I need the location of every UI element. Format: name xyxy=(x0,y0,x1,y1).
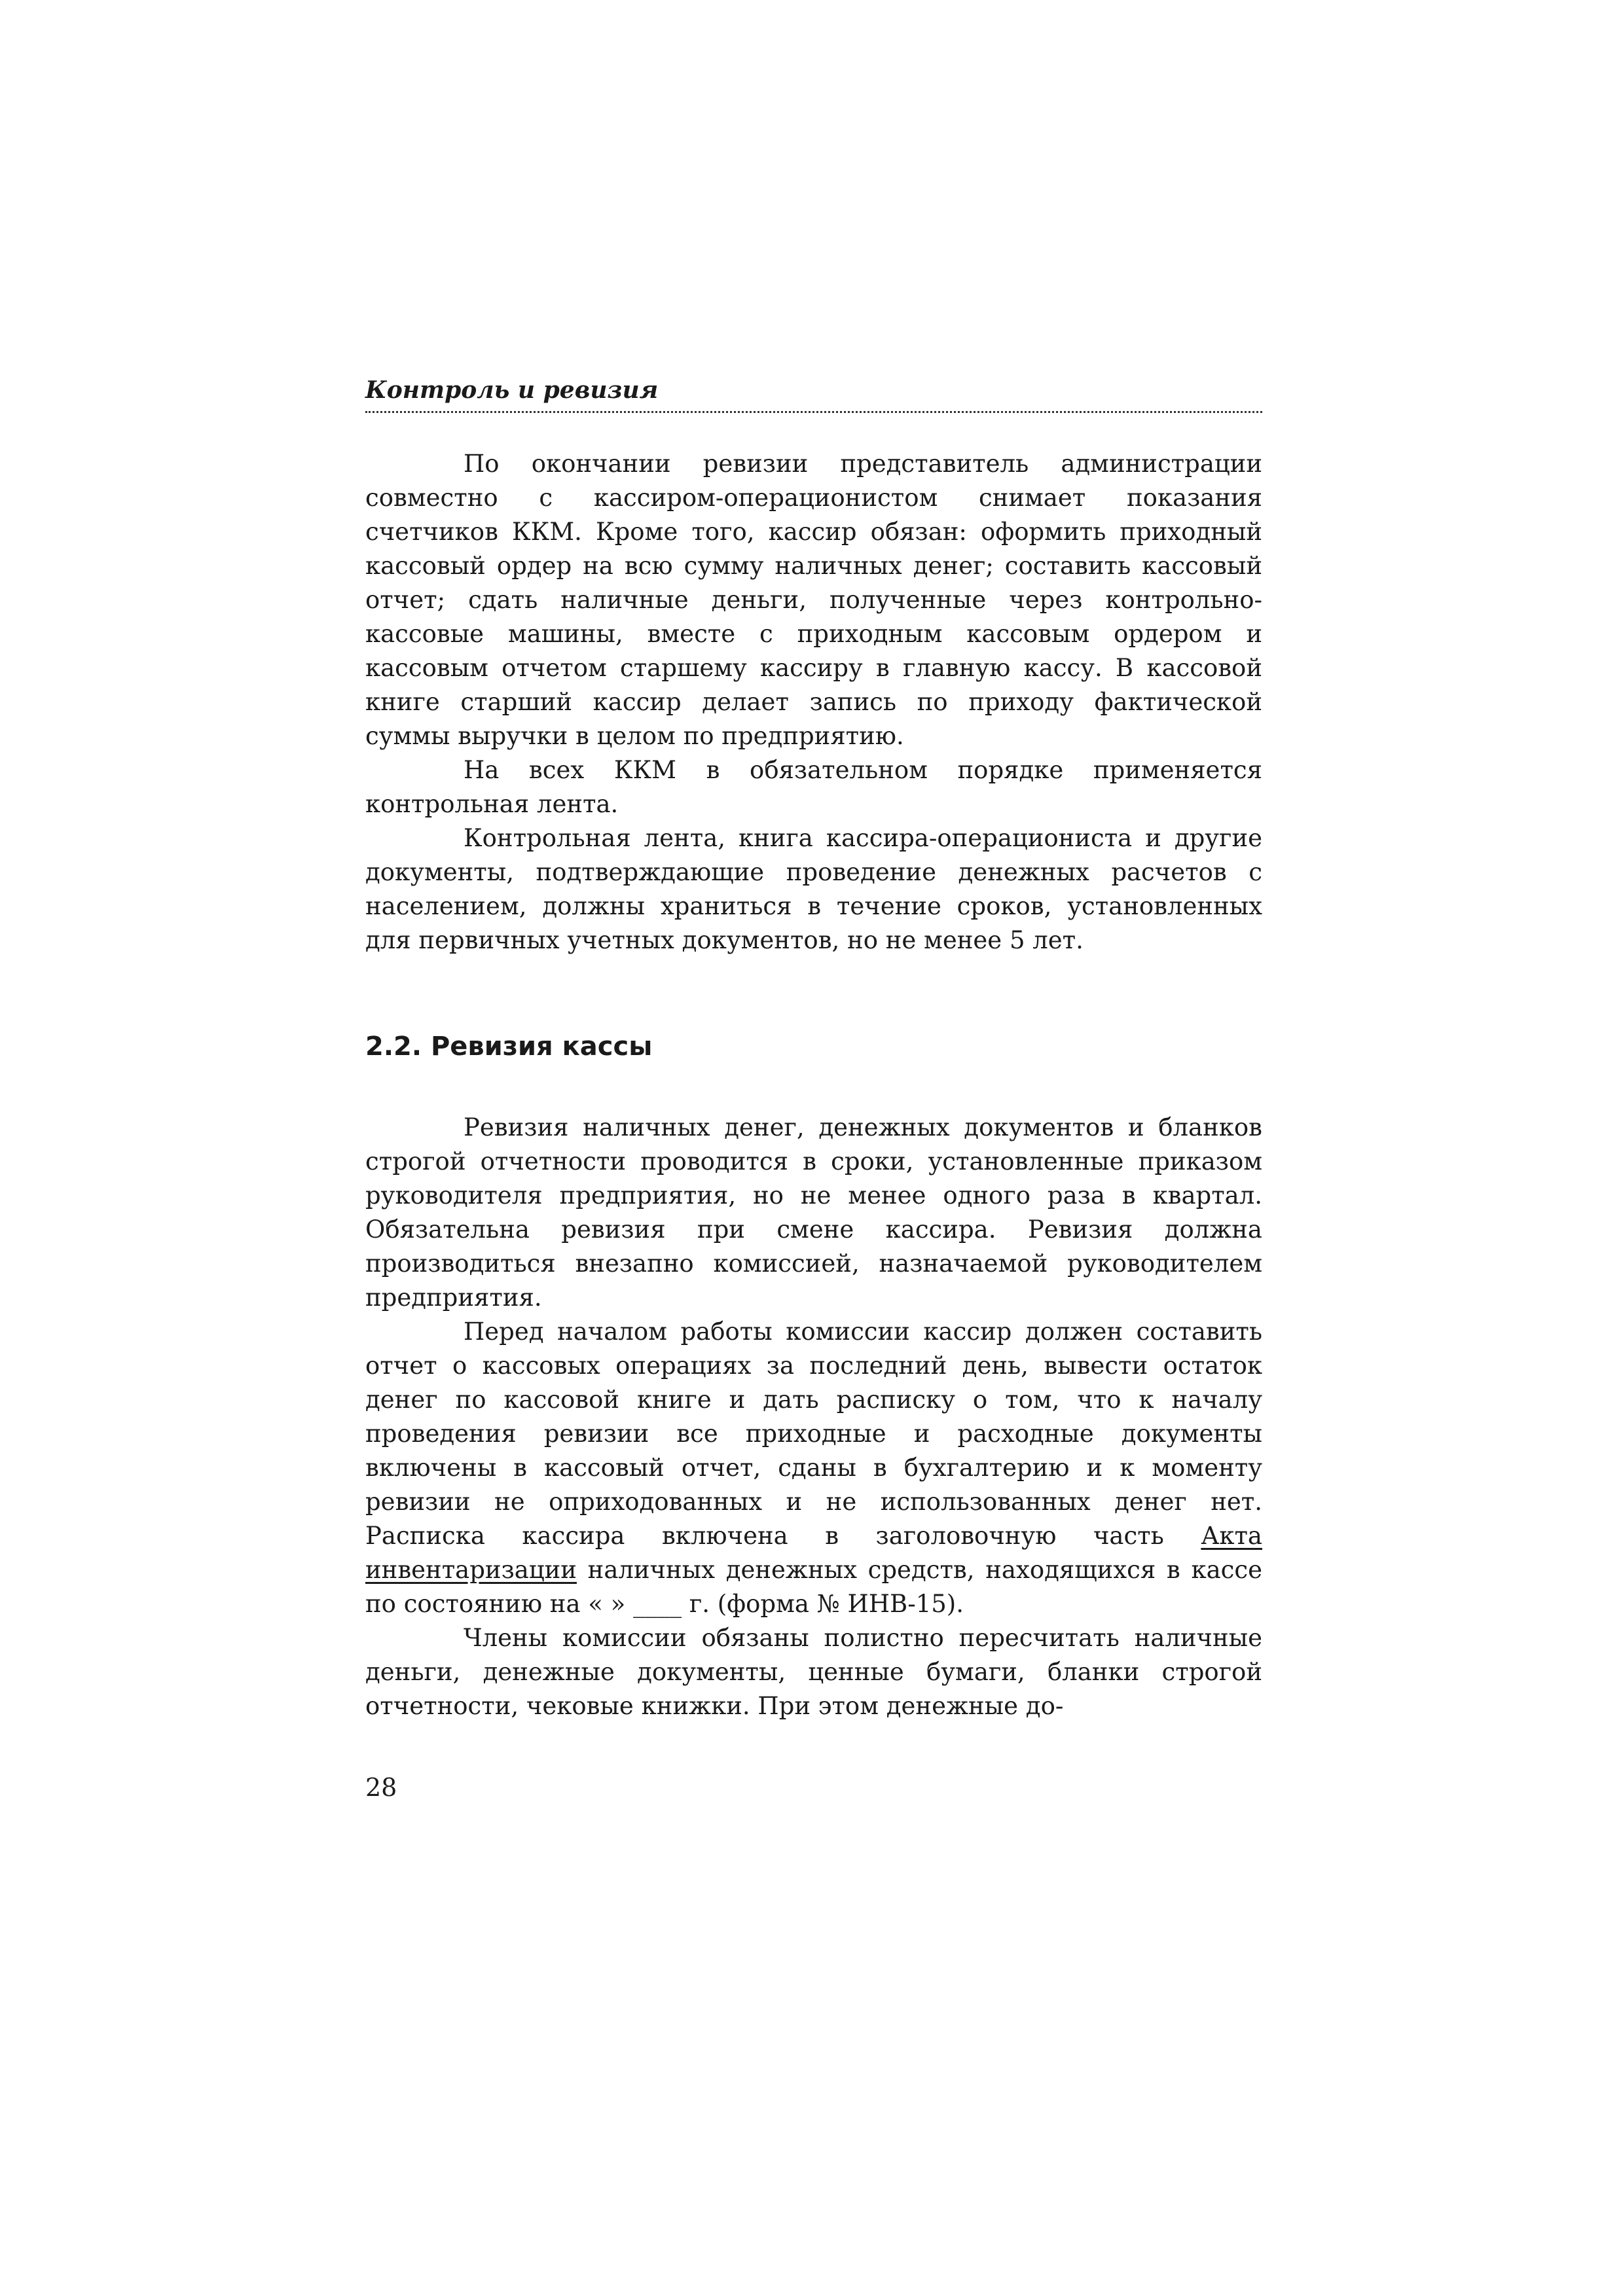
page-number: 28 xyxy=(365,1773,397,1802)
book-page xyxy=(365,373,1262,1804)
paragraph-storage-period: Контрольная лента, книга кассира-операциониста и другие документы, подтверждающие проведение денежных расчетов с населением, должны храниться в течение сроков, установленных для первичных учетных документов, но не менее 5 лет. xyxy=(365,824,1262,954)
section-title: 2.2. Ревизия кассы xyxy=(365,1031,653,1062)
inventory-act-link[interactable]: Акта инвентаризации xyxy=(365,1522,1262,1584)
paragraph-commission-duties: Члены комиссии обязаны полистно пересчитать наличные деньги, денежные документы, ценные бумаги, бланки строгой отчетности, чековые книжки. При этом денежные до- xyxy=(365,1624,1262,1720)
paragraph-cash-audit: Ревизия наличных денег, денежных документов и бланков строгой отчетности проводится в сроки, установленные приказом руководителя предприятия, но не менее одного раза в квартал. Обязательна ревизия при смене кассира. Ревизия должна производиться внезапно комиссией, назначаемой руководителем предприятия. xyxy=(365,1113,1262,1312)
paragraph-closing-audit: По окончании ревизии представитель администрации совместно с кассиром-операционистом снимает показания счетчиков ККМ. Кроме того, кассир обязан: оформить приходный кассовый ордер на всю сумму наличных денег; составить кассовый отчет; сдать наличные деньги, полученные через контрольно-кассовые машины, вместе с приходным кассовым ордером и кассовым отчетом старшему кассиру в главную кассу. В кассовой книге старший кассир делает запись по приходу фактической суммы выручки в целом по предприятию. xyxy=(365,450,1262,750)
paragraph-cashier-report-start: Перед началом работы комиссии кассир должен составить отчет о кассовых операциях за последний день, вывести остаток денег по кассовой книге и дать расписку о том, что к началу проведения ревизии все приходные и расходные документы включены в кассовый отчет, сданы в бухгалтерию и к моменту ревизии не оприходованных и не использованных денег нет. Расписка кассира включена в заголовочную часть xyxy=(365,1318,1262,1550)
paragraph-control-tape: На всех ККМ в обязательном порядке применяется контрольная лента. xyxy=(365,756,1262,818)
paragraph-cashier-report xyxy=(365,1315,1262,1621)
running-head: Контроль и ревизия xyxy=(365,373,1262,413)
paragraph-cashier-report-end: наличных денежных средств, находящихся в кассе по состоянию на « » ____ г. (форма № ИНВ-15). xyxy=(365,1556,1262,1618)
